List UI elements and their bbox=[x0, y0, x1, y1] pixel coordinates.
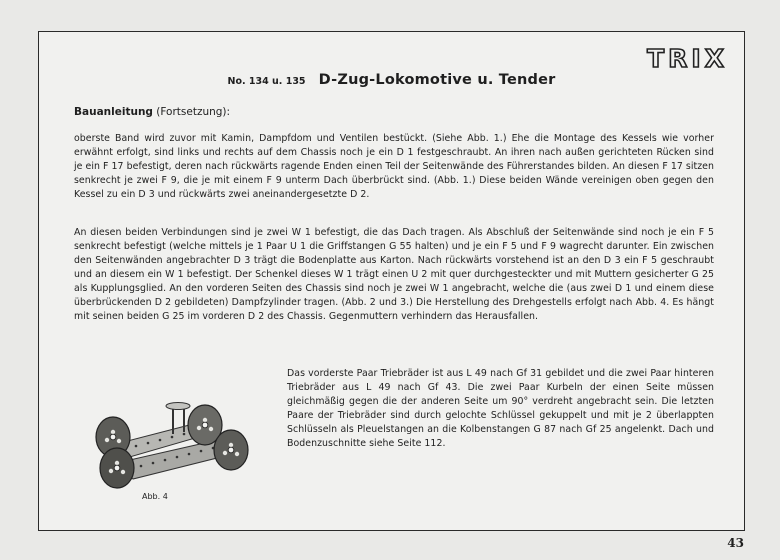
page-frame bbox=[38, 31, 745, 531]
section-heading bbox=[74, 106, 230, 118]
paragraph-2: An diesen beiden Verbindungen sind je zwei W 1 befestigt, die das Dach tragen. Als Abschluß der Seitenwände sind noch je ein F 5 senkrecht befestigt (welche mittels je 1 Paar U 1 die Griffstangen G 55 halten) und je ein F 5 und F 9 wagrecht darunter. Ein zwischen den Seitenwänden angebrachter D 3 trägt die Bodenplatte aus Karton. Nach rückwärts vorstehend ist an den D 3 ein F 5 geschraubt und an diesem ein W 1 befestigt. Der Schenkel dieses W 1 trägt einen U 2 mit quer durchgesteckter und mit Muttern gesicherter G 25 als Kupplungsglied. An den vorderen Seiten des Chassis sind noch je zwei W 1 angebracht, welche die (aus zwei D 1 und einem diese überbrückenden D 2 gebildeten) Dampfzylinder tragen. (Abb. 2 und 3.) Die Herstellung des Drehgestells erfolgt nach Abb. 4. Es hängt mit seinen beiden G 25 im vorderen D 2 des Chassis. Gegenmuttern verhindern das Herausfallen. bbox=[74, 227, 714, 323]
page-title bbox=[39, 69, 744, 88]
bogie-illustration bbox=[81, 382, 266, 494]
section-heading-sub: (Fortsetzung): bbox=[156, 106, 231, 118]
trix-logo: TRIX bbox=[647, 44, 728, 73]
paragraph-3: Das vorderste Paar Triebräder ist aus L 49 nach Gf 31 gebildet und die zwei Paar hinteren Triebräder aus L 49 nach Gf 43. Die zwei Paar Kurbeln der einen Seite müssen gleichmäßig gegen die der anderen Seite um 90° verdreht angebracht sein. Die letzten Paare der Triebräder sind durch gelochte Schlüssel gekuppelt und mit je 2 überlappten Schlüsseln als Pleuelstangen an die Kolbenstangen G 87 nach Gf 25 angelenkt. Dach und Bodenzuschnitte siehe Seite 112. bbox=[287, 368, 714, 450]
paragraph-1: oberste Band wird zuvor mit Kamin, Dampfdom und Ventilen bestückt. (Siehe Abb. 1.) Ehe die Montage des Kessels wie vorher erwähnt erfolgt, sind links und rechts auf dem Chassis noch je ein D 1 festgeschraubt. An ihren nach außen gerichteten Rücken sind je ein F 17 befestigt, deren nach rückwärts ragende Enden einen Teil der Seitenwände des Führerstandes bilden. An diesen F 17 sitzen senkrecht je zwei F 9, die je mit einem F 9 unterm Dach überbrückt sind. (Abb. 1.) Diese beiden Wände vereinigen oben gegen den Kessel zu ein D 3 und rückwärts zwei aneinandergesetzte D 2. bbox=[74, 133, 714, 201]
model-number: No. 134 u. 135 bbox=[227, 76, 306, 87]
section-heading-bold: Bauanleitung bbox=[74, 106, 153, 118]
title-text: D-Zug-Lokomotive u. Tender bbox=[318, 72, 556, 88]
figure-caption: Abb. 4 bbox=[142, 492, 168, 501]
page-number: 43 bbox=[727, 536, 744, 550]
